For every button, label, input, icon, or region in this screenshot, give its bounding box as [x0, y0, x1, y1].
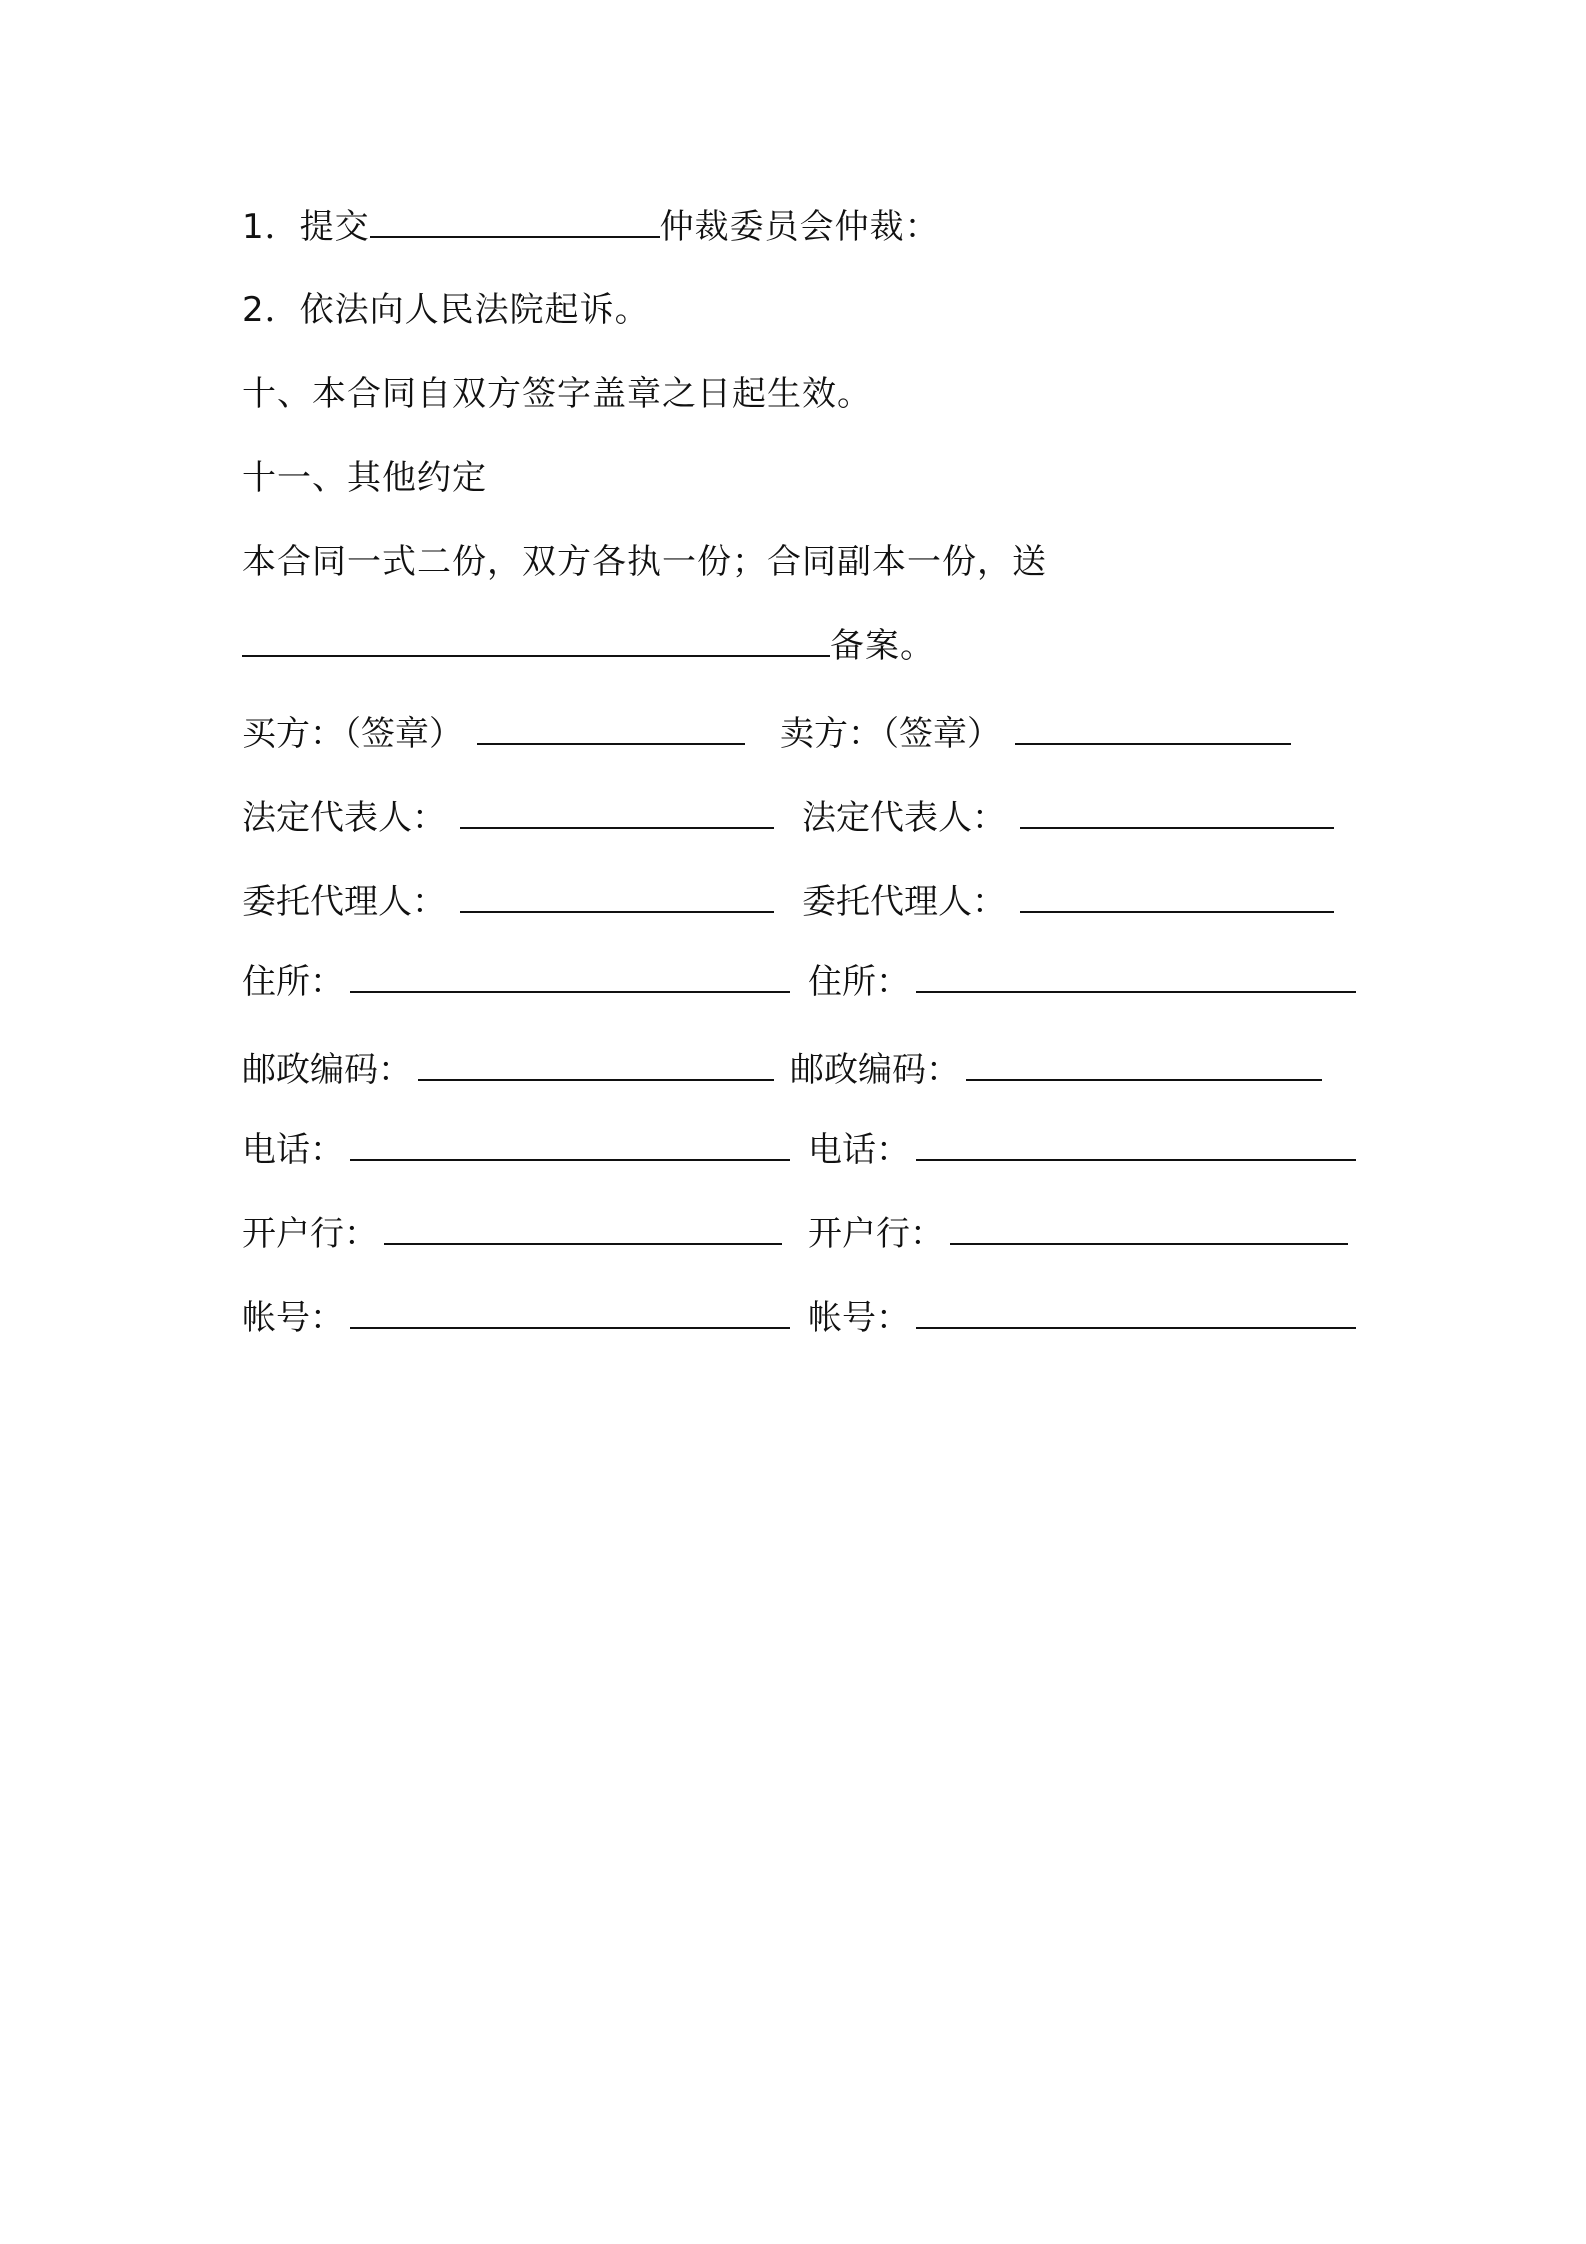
buyer-legal-rep — [242, 796, 774, 840]
filing-blank[interactable] — [242, 625, 830, 657]
seller-account — [808, 1296, 1356, 1340]
buyer-label: 买方：（签章） — [242, 714, 463, 754]
phone-label: 电话： — [242, 1130, 344, 1170]
address-label: 住所： — [808, 962, 910, 1002]
bank-label: 开户行： — [242, 1214, 378, 1254]
buyer-phone-blank[interactable] — [350, 1129, 790, 1161]
seller-signature — [780, 712, 1291, 756]
clause-item-2: 2．依法向人民法院起诉。 — [242, 290, 650, 330]
copies-text: 本合同一式二份，双方各执一份；合同副本一份，送 — [242, 542, 1047, 582]
buyer-signature — [242, 712, 745, 756]
address-label: 住所： — [242, 962, 344, 1002]
legal-rep-label: 法定代表人： — [242, 798, 446, 838]
buyer-legal-rep-blank[interactable] — [460, 797, 774, 829]
buyer-account-blank[interactable] — [350, 1297, 790, 1329]
postcode-label: 邮政编码： — [242, 1050, 412, 1090]
agent-label: 委托代理人： — [802, 882, 1006, 922]
buyer-postcode — [242, 1048, 774, 1092]
buyer-address-blank[interactable] — [350, 961, 790, 993]
buyer-blank[interactable] — [477, 713, 745, 745]
seller-legal-rep-blank[interactable] — [1020, 797, 1334, 829]
seller-label: 卖方：（签章） — [780, 714, 1001, 754]
seller-blank[interactable] — [1015, 713, 1291, 745]
clause-item-1 — [242, 205, 940, 249]
seller-phone — [808, 1128, 1356, 1172]
seller-postcode-blank[interactable] — [966, 1049, 1322, 1081]
seller-legal-rep — [802, 796, 1334, 840]
seller-bank — [808, 1212, 1348, 1256]
seller-bank-blank[interactable] — [950, 1213, 1348, 1245]
item1-prefix: 1．提交 — [242, 207, 370, 247]
seller-phone-blank[interactable] — [916, 1129, 1356, 1161]
buyer-bank — [242, 1212, 782, 1256]
buyer-postcode-blank[interactable] — [418, 1049, 774, 1081]
item1-suffix: 仲裁委员会仲裁： — [659, 207, 940, 247]
bank-label: 开户行： — [808, 1214, 944, 1254]
agent-label: 委托代理人： — [242, 882, 446, 922]
account-label: 帐号： — [242, 1298, 344, 1338]
seller-agent — [802, 880, 1334, 924]
clause-10: 十、本合同自双方签字盖章之日起生效。 — [242, 374, 872, 414]
buyer-address — [242, 960, 790, 1004]
postcode-label: 邮政编码： — [790, 1050, 960, 1090]
seller-address — [808, 960, 1356, 1004]
account-label: 帐号： — [808, 1298, 910, 1338]
buyer-bank-blank[interactable] — [384, 1213, 782, 1245]
seller-account-blank[interactable] — [916, 1297, 1356, 1329]
buyer-account — [242, 1296, 790, 1340]
buyer-agent-blank[interactable] — [460, 881, 774, 913]
buyer-phone — [242, 1128, 790, 1172]
seller-agent-blank[interactable] — [1020, 881, 1334, 913]
filing-line — [242, 624, 935, 668]
buyer-agent — [242, 880, 774, 924]
filing-suffix: 备案。 — [830, 626, 935, 666]
seller-address-blank[interactable] — [916, 961, 1356, 993]
clause-11-title: 十一、其他约定 — [242, 458, 487, 498]
seller-postcode — [790, 1048, 1322, 1092]
arbitration-blank[interactable] — [370, 206, 660, 238]
phone-label: 电话： — [808, 1130, 910, 1170]
legal-rep-label: 法定代表人： — [802, 798, 1006, 838]
